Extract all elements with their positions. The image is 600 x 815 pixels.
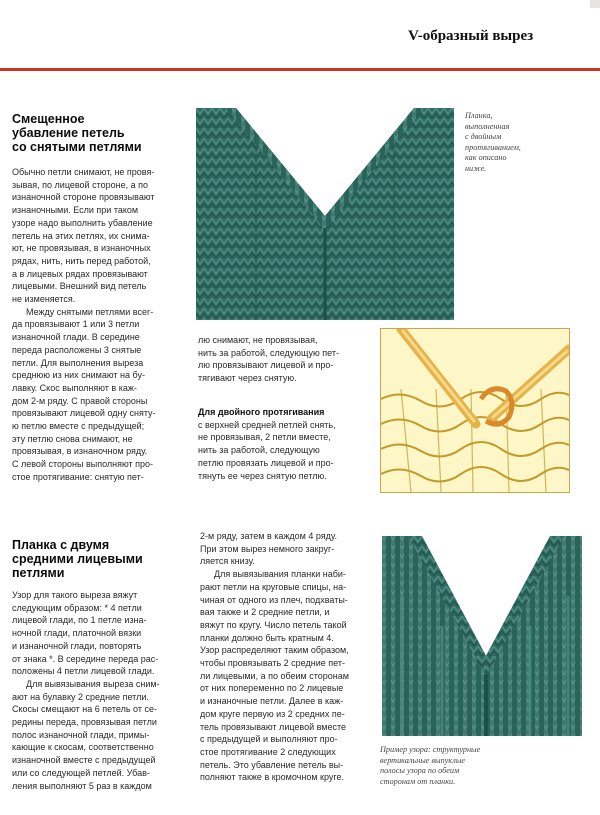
text-line: петлю провязать лицевой и про- xyxy=(198,457,334,468)
text-line: 2-м ряду, затем в каждом 4 ряду. xyxy=(200,531,337,541)
text-line: лавку. Скос выполняют в каж- xyxy=(12,382,137,393)
caption-line: с двойным xyxy=(465,132,502,142)
text-line: с верхней средней петлей снять, xyxy=(198,419,336,430)
text-line: рают петли на круговые спицы, на- xyxy=(200,581,347,592)
text-line: полос изнаночной глади, примы- xyxy=(12,729,150,740)
text-line: чтобы провязывать 2 средние пет- xyxy=(200,658,345,669)
text-line: и изнаночные петли. Далее в каж- xyxy=(200,696,344,707)
caption-photo1 xyxy=(465,111,585,175)
text-line: ночной глади, платочной вязки xyxy=(12,628,142,639)
text-line: вая также и 2 средние петли, и xyxy=(200,607,330,618)
section1-title-line: со снятыми петлями xyxy=(12,140,142,154)
caption-line: ниже. xyxy=(465,163,487,173)
text-line: а в лицевых рядах провязывают xyxy=(12,268,148,279)
section2-title-line: петлями xyxy=(12,566,65,580)
text-line: петель на этих петлях, их снима- xyxy=(12,230,150,241)
text-line: стое протягивание 2 следующих xyxy=(200,746,336,757)
double-pull-heading: Для двойного протягивания xyxy=(198,407,325,417)
caption-line: выполненная xyxy=(465,121,510,131)
text-line: узоре надо выполнить убавление xyxy=(12,217,153,228)
text-line: ляется книзу. xyxy=(200,556,255,567)
text-line: Скосы смещают на 6 петель от се- xyxy=(12,704,157,715)
text-line: и изнаночной глади, повторять xyxy=(12,640,142,651)
double-pull-block xyxy=(198,406,368,482)
text-line: не изменяется. xyxy=(12,294,76,305)
text-line: или со следующей петлей. Убав- xyxy=(12,767,150,778)
section2-title-line: средними лицевыми xyxy=(12,552,143,566)
caption-line: вертикальные выпуклые xyxy=(380,755,466,765)
caption-line: Пример узора: структурные xyxy=(380,745,481,754)
text-line: Узор для такого выреза вяжут xyxy=(12,590,138,600)
text-line: ления выполняют 5 раз в каждом xyxy=(12,780,152,791)
text-line: тянуть ее через снятую петлю. xyxy=(198,470,327,481)
text-line: лю провязывают лицевой и про- xyxy=(198,360,334,371)
caption-photo2 xyxy=(380,745,520,787)
text-line: лицевыми. Внешний вид петель xyxy=(12,281,147,292)
text-line: Узор распределяют таким образом, xyxy=(200,645,349,656)
text-line: При этом вырез немного закруг- xyxy=(200,543,335,554)
caption-line: Планка, xyxy=(465,111,493,120)
text-line: ю петлю вместе с предыдущей; xyxy=(12,421,145,432)
section1-title-line: убавление петель xyxy=(12,126,125,140)
section2-heading xyxy=(12,538,192,580)
text-line: да провязывают 1 или 3 петли xyxy=(12,319,140,330)
text-line: переда расположены 3 снятые xyxy=(12,344,142,355)
text-line: петель. Это убавление петель вы- xyxy=(200,759,344,770)
text-line: ли лицевыми, а по обеим сторонам xyxy=(200,670,349,681)
text-line: редины переда, провязывая петли xyxy=(12,717,157,728)
text-line: Обычно петли снимают, не провя- xyxy=(12,167,155,177)
text-line: лю снимают, не провязывая, xyxy=(198,335,318,345)
text-line: рядах, нить, нить перед работой, xyxy=(12,255,151,266)
caption-line: протягиванием, xyxy=(465,142,521,152)
photo-vneck-placket-double-pull xyxy=(196,108,454,320)
text-line: петли. Для выполнения выреза xyxy=(12,357,144,368)
section1-column2 xyxy=(198,334,366,385)
page-corner-mark xyxy=(590,0,600,8)
text-line: не провязывая, 2 петли вместе, xyxy=(198,432,331,443)
text-line: тягивают через снятую. xyxy=(198,373,297,384)
page-title: V-образный вырез xyxy=(408,28,534,44)
text-line: ют, не провязывая, в изнаночных xyxy=(12,243,151,254)
text-line: планки должно быть кратным 4. xyxy=(200,632,334,643)
caption-line: сторонам от планки. xyxy=(380,776,456,786)
text-line: изнаночной стороне провязывают xyxy=(12,192,155,203)
text-line: чиная от одного из плеч, подхваты- xyxy=(200,594,348,605)
text-line: полняют также в кромочном круге. xyxy=(200,772,344,783)
text-line: с предыдущей и выполняют про- xyxy=(200,734,338,745)
text-line: кающие к скосам, соответственно xyxy=(12,742,154,753)
section1-heading xyxy=(12,112,187,154)
text-line: среднюю из них снимают на бу- xyxy=(12,370,145,381)
text-line: эту петлю снова снимают, не xyxy=(12,433,133,444)
text-line: изнаночной глади. В середине xyxy=(12,332,140,343)
section1-column1 xyxy=(12,166,187,484)
section2-title-line: Планка с двумя xyxy=(12,538,110,552)
text-line: лицевой глади, по 1 петле изна- xyxy=(12,615,147,626)
text-line: Для вывязывания планки наби- xyxy=(214,569,346,580)
text-line: Для вывязывания выреза сним- xyxy=(26,678,160,689)
text-line: положены 4 петли лицевой глади. xyxy=(12,666,155,677)
text-line: зывая, по лицевой стороне, а по xyxy=(12,179,148,190)
text-line: изнаночной вместе с предыдущей xyxy=(12,755,156,766)
text-line: дом 2-м ряду. С правой стороны xyxy=(12,395,148,406)
text-line: следующим образом: * 4 петли xyxy=(12,602,142,613)
text-line: изнаночными. Если при таком xyxy=(12,205,139,216)
text-line: от знака *. В середине переда рас- xyxy=(12,653,159,664)
text-line: Между снятыми петлями всег- xyxy=(26,306,154,317)
text-line: провязывая, в изнаночном ряду. xyxy=(12,446,148,457)
text-line: вяжут по кругу. Число петель такой xyxy=(200,619,347,630)
text-line: стое протягивание: снятую пет- xyxy=(12,471,144,482)
text-line: нить за работой, следующую пет- xyxy=(198,347,339,358)
header-rule xyxy=(0,68,600,71)
text-line: дом круге первую из 2 средних пе- xyxy=(200,708,345,719)
illustration-needles-yarn xyxy=(380,328,570,493)
text-line: нить за работой, следующую xyxy=(198,445,320,456)
text-line: от них попеременно по 2 лицевые xyxy=(200,683,344,694)
section2-column1 xyxy=(12,589,190,792)
section2-column2 xyxy=(200,530,368,784)
text-line: ают на булавку 2 средние петли. xyxy=(12,691,149,702)
caption-line: полосы узора по обеим xyxy=(380,766,460,776)
text-line: тель провязывают лицевой вместе xyxy=(200,721,347,732)
text-line: С левой стороны выполняют про- xyxy=(12,459,154,470)
section1-title-line: Смещенное xyxy=(12,112,85,126)
text-line: провязывают лицевой одну сняту- xyxy=(12,408,156,419)
caption-line: как описано xyxy=(465,153,507,163)
photo-vneck-two-center-stitches xyxy=(382,536,582,736)
